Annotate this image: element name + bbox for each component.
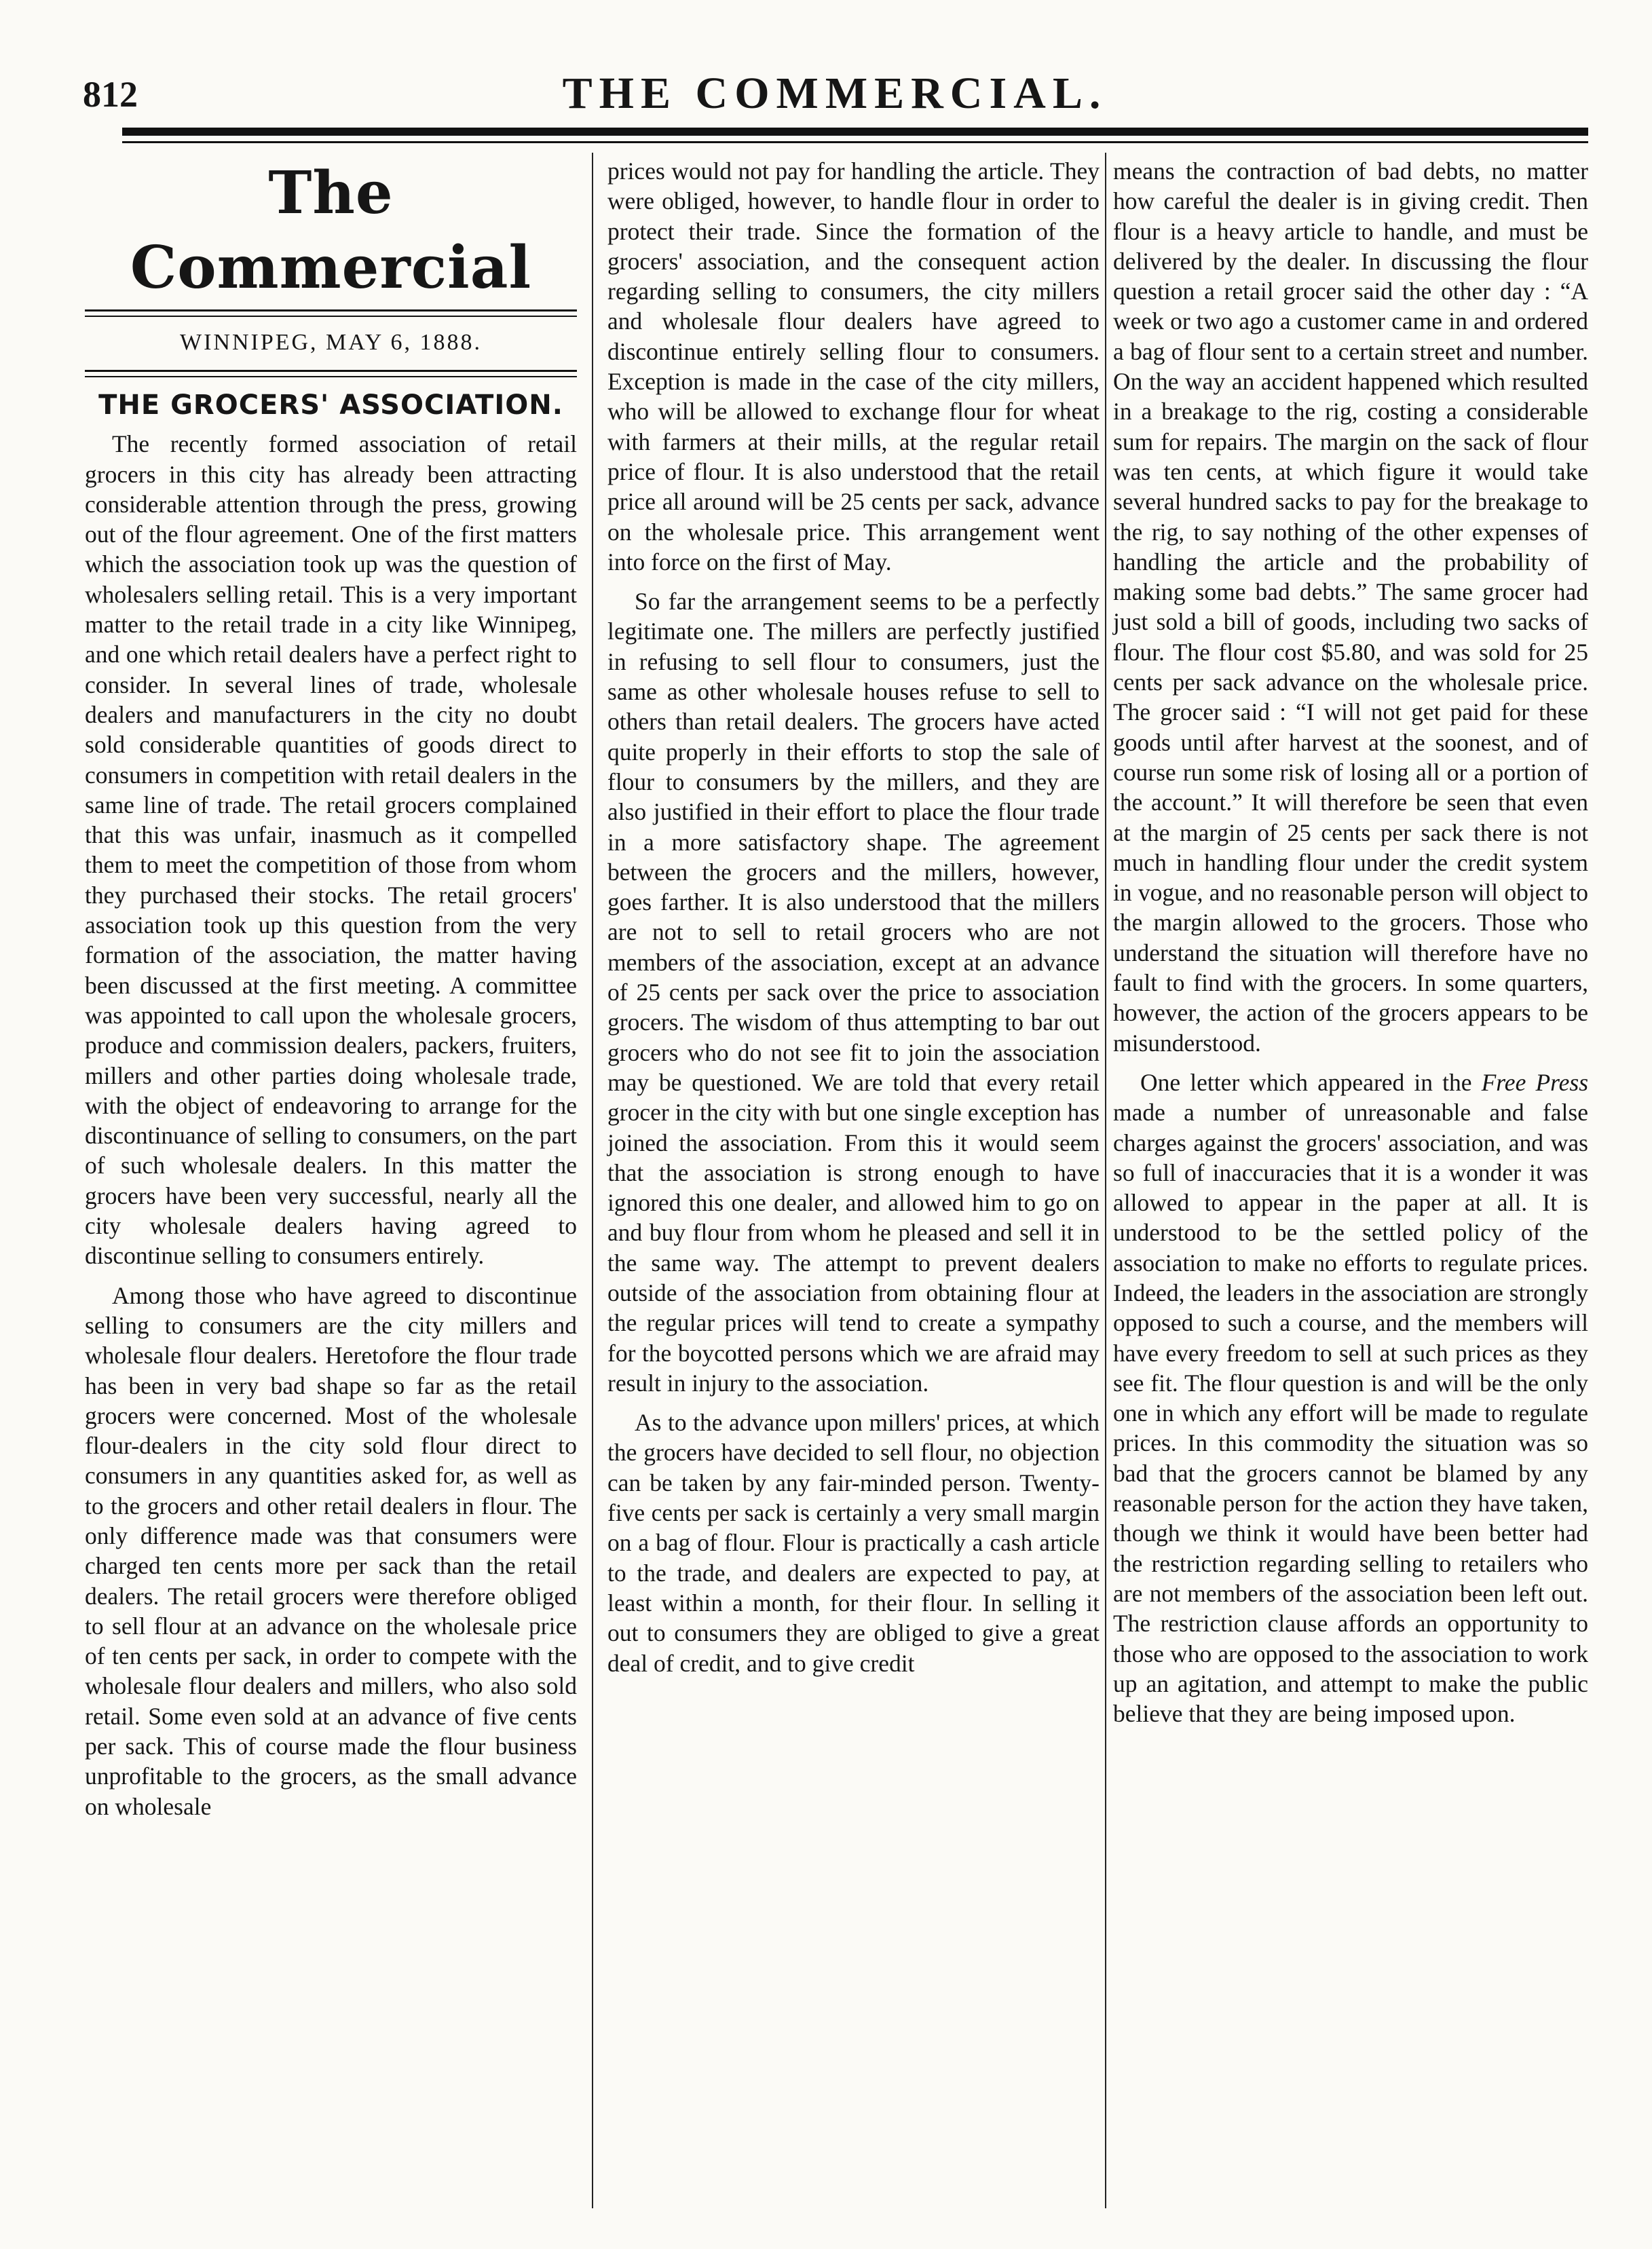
article-title: THE GROCERS' ASSOCIATION.: [98, 390, 563, 421]
paragraph: prices would not pay for handling the article. They were obliged, however, to handle flour in order to protect their trade. Since the formation of the grocers' association, and the consequent action regarding selling to consumers, the city millers and wholesale flour dealers have agreed to discontinue entirely selling flour to consumers. Exception is made in the case of the city millers, who will be allowed to exchange flour for wheat with farmers at their mills, at the regular retail price of flour. It is also understood that the retail price all around will be 25 cents per sack, advance on the wholesale price. This arrangement went into force on the first of May.: [607, 157, 1100, 575]
column-1: [85, 156, 577, 2174]
paragraph: So far the arrangement seems to be a perfectly legitimate one. The millers are perfectly justified in refusing to sell flour to consumers, just the same as other wholesale houses refuse to sell to others than retail dealers. The grocers have acted quite properly in their efforts to stop the sale of flour to consumers by the millers, and they are also justified in their effort to place the flour trade in a more satisfactory shape. The agreement between the grocers and the millers, however, goes farther. It is also understood that the millers are not to sell to retail grocers who are not members of the association, except at an advance of 25 cents per sack over the price to association grocers. The wisdom of thus attempting to bar out grocers who do not see fit to join the association may be questioned. We are told that every retail grocer in the city with but one single exception has joined the association. From this it would seem that the association is strong enough to have ignored this one dealer, and allowed him to go on and buy flour from whom he pleased and sell it in the same way. The attempt to prevent dealers outside of the association from obtaining flour at the regular prices will tend to create a sympathy for the boycotted persons which we are afraid may result in injury to the association.: [607, 588, 1100, 1397]
paragraph-text: One letter which appeared in the: [1140, 1068, 1472, 1096]
paragraph: As to the advance upon millers' prices, at which the grocers have decided to sell flour, no objection can be taken by any fair-minded person. Twenty-five cents per sack is certainly a very small margin on a bag of flour. Flour is practically a cash article to the trade, and dealers are expected to pay, at least within a month, for their flour. In selling it out to consumers they are obliged to give a great deal of credit, and to give credit: [607, 1409, 1100, 1677]
paragraph-text: made a number of unreasonable and false charges against the grocers' association, and was so full of inaccuracies that it is a wonder it was allowed to appear in the paper at all. It is understood to be the settled policy of the association to make no efforts to regulate prices. Indeed, the leaders in the association are strongly opposed to such a course, and the members will have every freedom to sell at such prices as they see fit. The flour question is and will be the only one in which any effort will be made to regulate prices. In this commodity the situation was so bad that the grocers cannot be blamed by any reasonable person for the action they have taken, though we think it would have been better had the restriction regarding selling to retailers who are not members of the association been left out. The restriction clause affords an opportunity to those who are opposed to the association to work up an agitation, and attempt to make the public believe that they are being imposed upon.: [1113, 1099, 1588, 1728]
header-rule-thin: [122, 141, 1588, 143]
page-header: [0, 0, 1652, 129]
masthead-rule: [85, 316, 577, 317]
paragraph: Among those who have agreed to discontinue selling to consumers are the city millers and wholesale flour dealers. Heretofore the flour trade has been in very bad shape so far as the retail grocers were concerned. Most of the wholesale flour-dealers in the city sold flour direct to consumers in any quantities asked for, as well as to the grocers and other retail dealers in flour. The only difference made was that consumers were charged ten cents more per sack than the retail dealers. The retail grocers were therefore obliged to sell flour at an advance on the wholesale price of ten cents per sack, in order to compete with the wholesale flour dealers and millers, who also sold retail. Some even sold at an advance of five cents per sack. This of course made the flour business unprofitable to the grocers, as the small advance on wholesale: [85, 1281, 577, 1820]
column-2: [607, 156, 1100, 2174]
column-3: [1113, 156, 1588, 2174]
paragraph: means the contraction of bad debts, no matter how careful the dealer is in giving credit. Then flour is a heavy article to handle, and must be delivered by the dealer. In discussing the flour question a retail grocer said the other day : “A week or two ago a customer came in and ordered a bag of flour sent to a certain street and number. On the way an accident happened which resulted in a breakage to the rig, costing a considerable sum for repairs. The margin on the sack of flour was ten cents, at which figure it would take several hundred sacks to pay for the breakage to the rig, to say nothing of the other expenses of handling the article and the probability of making some bad debts.” The same grocer had just sold a bill of goods, including two sacks of flour. The flour cost $5.80, and was sold for 25 cents per sack advance on the wholesale price. The grocer said : “I will not get paid for these goods until after harvest at the soonest, and of course run some risk of losing all or a portion of the account.” It will therefore be seen that even at the margin of 25 cents per sack there is not much in handling flour under the credit system in vogue, and no reasonable person will object to the margin allowed to the grocers. Those who understand the situation will therefore have no fault to find with the grocers. In some quarters, however, the action of the grocers appears to be misunderstood.: [1113, 157, 1588, 1057]
paragraph: [1113, 1067, 1588, 1729]
dateline: WINNIPEG, MAY 6, 1888.: [179, 330, 483, 355]
masthead-rule: [85, 309, 577, 311]
dateline-rule: [85, 370, 577, 372]
dateline-rule: [85, 376, 577, 377]
column-divider: [592, 153, 593, 2208]
column-divider: [1105, 153, 1106, 2208]
page-number: 812: [83, 74, 138, 115]
newspaper-name: Free Press: [1481, 1068, 1589, 1096]
running-title: THE COMMERCIAL.: [562, 69, 1108, 118]
masthead-title: The Commercial: [130, 159, 532, 302]
paragraph: The recently formed association of retail grocers in this city has already been attracting considerable attention through the press, growing out of the flour agreement. One of the first matters which the association took up was the question of wholesalers selling retail. This is a very important matter to the retail trade in a city like Winnipeg, and one which retail dealers have a perfect right to consider. In several lines of trade, wholesale dealers and manufacturers in the city no doubt sold considerable quantities of goods direct to consumers in competition with retail dealers in the same line of trade. The retail grocers complained that this was unfair, inasmuch as it compelled them to meet the competition of those from whom they purchased their stocks. The retail grocers' association took up this question from the very formation of the association, the matter having been discussed at the first meeting. A committee was appointed to call upon the wholesale grocers, produce and commission dealers, packers, fruiters, millers and other parties doing wholesale trade, with the object of endeavoring to arrange for the discontinuance of selling to consumers, on the part of such wholesale dealers. In this matter the grocers have been very successful, nearly all the city wholesale dealers having agreed to discontinue selling to consumers entirely.: [85, 430, 577, 1270]
header-rule-thick: [122, 128, 1588, 136]
